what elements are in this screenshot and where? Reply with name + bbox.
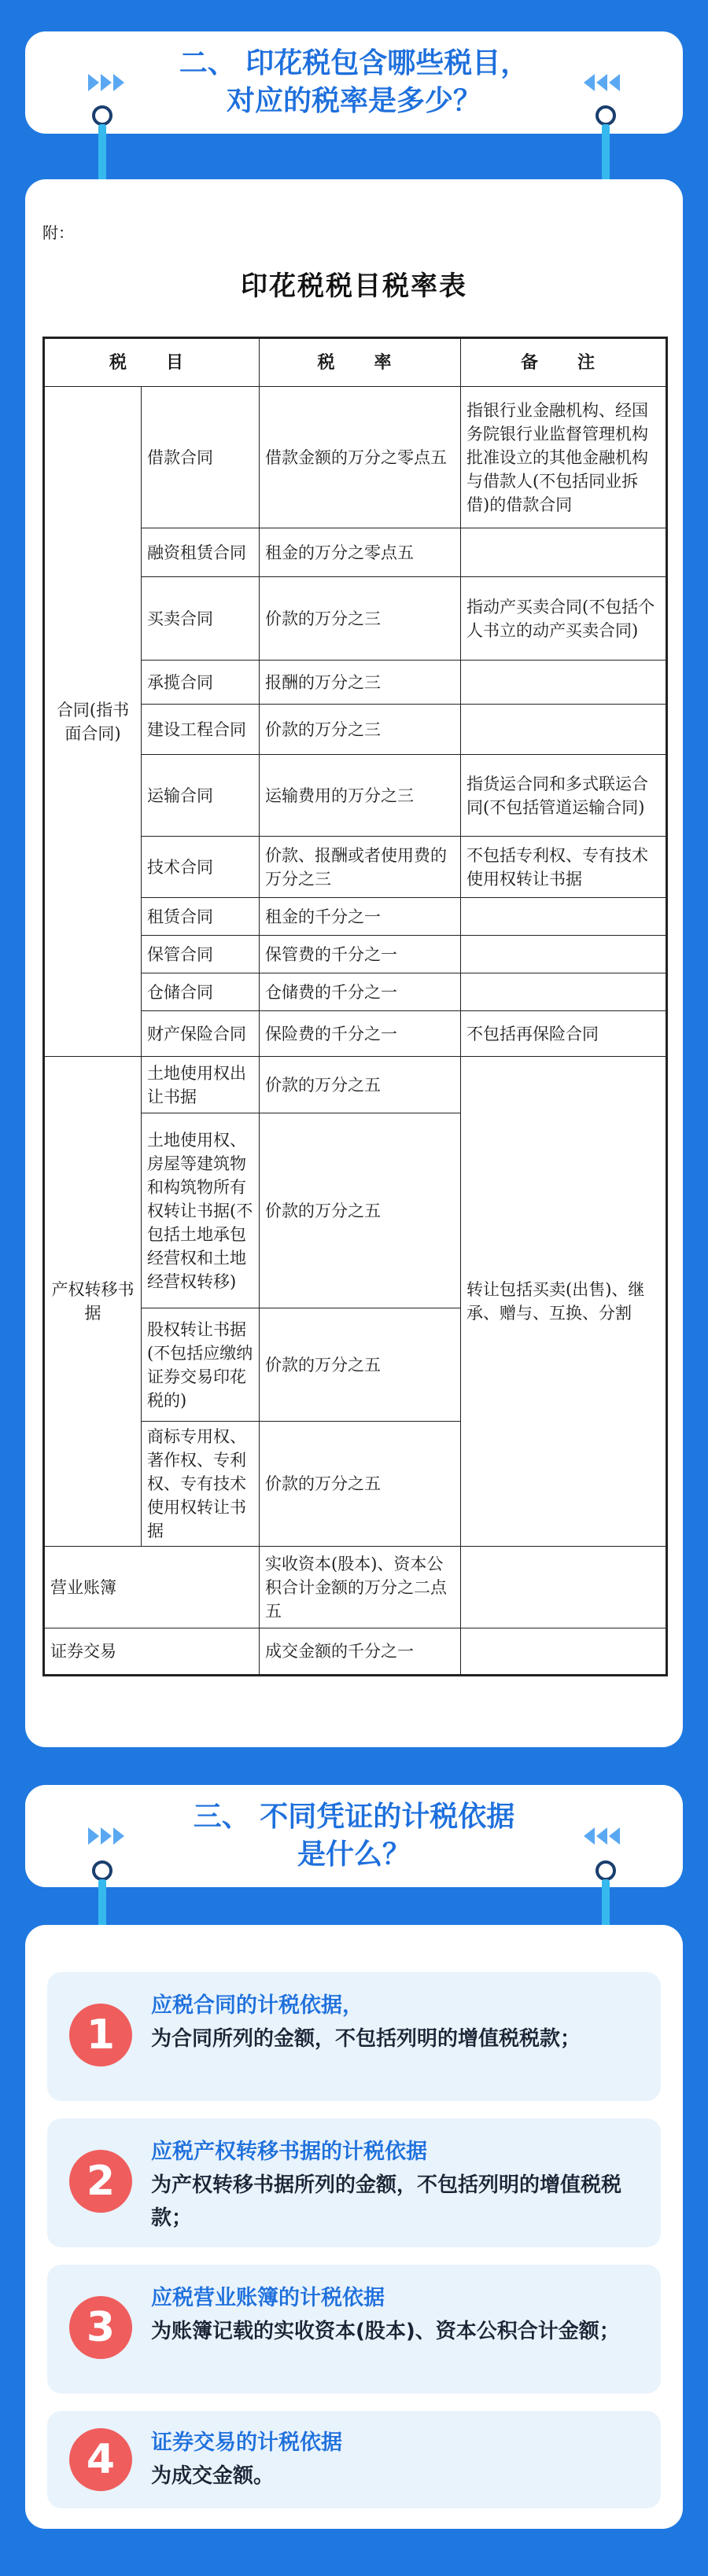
rate-cell: 价款的万分之三 (260, 577, 461, 661)
item-cell: 土地使用权出让书据 (142, 1057, 260, 1113)
category-contract: 合同(指书面合同) (44, 387, 142, 1057)
item-cell: 营业账簿 (44, 1547, 260, 1628)
rate-cell: 成交金额的千分之一 (260, 1628, 461, 1676)
basis-item-1 (47, 1972, 661, 2101)
section-3-title: 三、 不同凭证的计税依据 是什么？ (193, 1801, 515, 1871)
item-cell: 融资租赁合同 (142, 528, 260, 577)
rate-cell: 价款的万分之五 (260, 1057, 461, 1113)
item-cell: 承揽合同 (142, 661, 260, 705)
number-badge: 2 (69, 2150, 132, 2213)
basis-body: 为合同所列的金额，不包括列明的增值税税款； (151, 2027, 581, 2051)
basis-body: 为产权转移书据所列的金额，不包括列明的增值税税款； (151, 2173, 622, 2230)
basis-item-4 (47, 2411, 661, 2508)
header-note: 备 注 (461, 338, 667, 387)
chevron-right-icon (88, 74, 124, 91)
basis-title: 应税产权转移书据的计税依据 (151, 2140, 427, 2164)
chevron-left-icon (584, 74, 620, 91)
rate-cell: 租金的千分之一 (260, 898, 461, 936)
item-cell: 土地使用权、房屋等建筑物和构筑物所有权转让书据(不包括土地承包经营权和土地经营权转移) (142, 1113, 260, 1308)
basis-title: 证券交易的计税依据 (151, 2431, 342, 2455)
number-badge: 1 (69, 2004, 132, 2066)
item-cell: 财产保险合同 (142, 1011, 260, 1057)
rate-cell: 实收资本(股本)、资本公积合计金额的万分之二点五 (260, 1547, 461, 1628)
chevron-left-icon (584, 1827, 620, 1845)
table-title: 印花税税目税率表 (241, 270, 467, 302)
basis-body: 为账簿记载的实收资本(股本)、资本公积合计金额； (151, 2320, 620, 2343)
rate-cell: 价款的万分之五 (260, 1308, 461, 1422)
rate-cell: 保险费的千分之一 (260, 1011, 461, 1057)
rate-cell: 保管费的千分之一 (260, 936, 461, 973)
item-cell: 证券交易 (44, 1628, 260, 1676)
basis-body: 为成交金额。 (151, 2464, 275, 2488)
note-cell: 不包括再保险合同 (461, 1011, 667, 1057)
section-3-title-card (25, 1785, 683, 1887)
section-2-title: 二、 印花税包含哪些税目， 对应的税率是多少？ (179, 47, 529, 117)
tax-rate-table-panel (25, 179, 683, 1747)
basis-title: 应税合同的计税依据， (151, 1993, 363, 2018)
basis-item-2 (47, 2118, 661, 2247)
rate-cell: 价款的万分之五 (260, 1113, 461, 1308)
number-badge: 3 (69, 2296, 132, 2359)
item-cell: 买卖合同 (142, 577, 260, 661)
rate-cell: 仓储费的千分之一 (260, 973, 461, 1011)
note-cell (461, 705, 667, 755)
rate-cell: 价款的万分之三 (260, 705, 461, 755)
item-cell: 股权转让书据(不包括应缴纳证券交易印花税的) (142, 1308, 260, 1422)
transfer-note: 转让包括买卖(出售)、继承、赠与、互换、分割 (461, 1057, 667, 1547)
note-cell (461, 1547, 667, 1628)
note-cell: 指货运合同和多式联运合同(不包括管道运输合同) (461, 755, 667, 837)
note-cell (461, 528, 667, 577)
note-cell: 不包括专利权、专有技术使用权转让书据 (461, 837, 667, 898)
item-cell: 技术合同 (142, 837, 260, 898)
note-cell (461, 661, 667, 705)
category-transfer: 产权转移书据 (44, 1057, 142, 1547)
item-cell: 租赁合同 (142, 898, 260, 936)
number-badge: 4 (69, 2428, 132, 2491)
item-cell: 保管合同 (142, 936, 260, 973)
appendix-label: 附： (42, 223, 74, 242)
header-rate: 税 率 (260, 338, 461, 387)
item-cell: 运输合同 (142, 755, 260, 837)
note-cell (461, 1628, 667, 1676)
rate-cell: 借款金额的万分之零点五 (260, 387, 461, 528)
rate-cell: 运输费用的万分之三 (260, 755, 461, 837)
header-item: 税 目 (44, 338, 260, 387)
rate-cell: 报酬的万分之三 (260, 661, 461, 705)
chevron-right-icon (88, 1827, 124, 1845)
table-row (44, 387, 667, 528)
basis-title: 应税营业账簿的计税依据 (151, 2286, 385, 2310)
section-2-title-card (25, 31, 683, 134)
item-cell: 建设工程合同 (142, 705, 260, 755)
rate-cell: 租金的万分之零点五 (260, 528, 461, 577)
item-cell: 商标专用权、著作权、专利权、专有技术使用权转让书据 (142, 1422, 260, 1547)
item-cell: 借款合同 (142, 387, 260, 528)
note-cell (461, 898, 667, 936)
rate-cell: 价款的万分之五 (260, 1422, 461, 1547)
item-cell: 仓储合同 (142, 973, 260, 1011)
rate-cell: 价款、报酬或者使用费的万分之三 (260, 837, 461, 898)
tax-rate-table (42, 337, 668, 1676)
note-cell (461, 936, 667, 973)
table-header-row (44, 338, 667, 387)
table-row (44, 1057, 667, 1113)
table-row (44, 1628, 667, 1676)
basis-item-3 (47, 2265, 661, 2394)
note-cell (461, 973, 667, 1011)
note-cell: 指动产买卖合同(不包括个人书立的动产买卖合同) (461, 577, 667, 661)
table-row (44, 1547, 667, 1628)
note-cell: 指银行业金融机构、经国务院银行业监督管理机构批准设立的其他金融机构与借款人(不包括同业拆借)的借款合同 (461, 387, 667, 528)
